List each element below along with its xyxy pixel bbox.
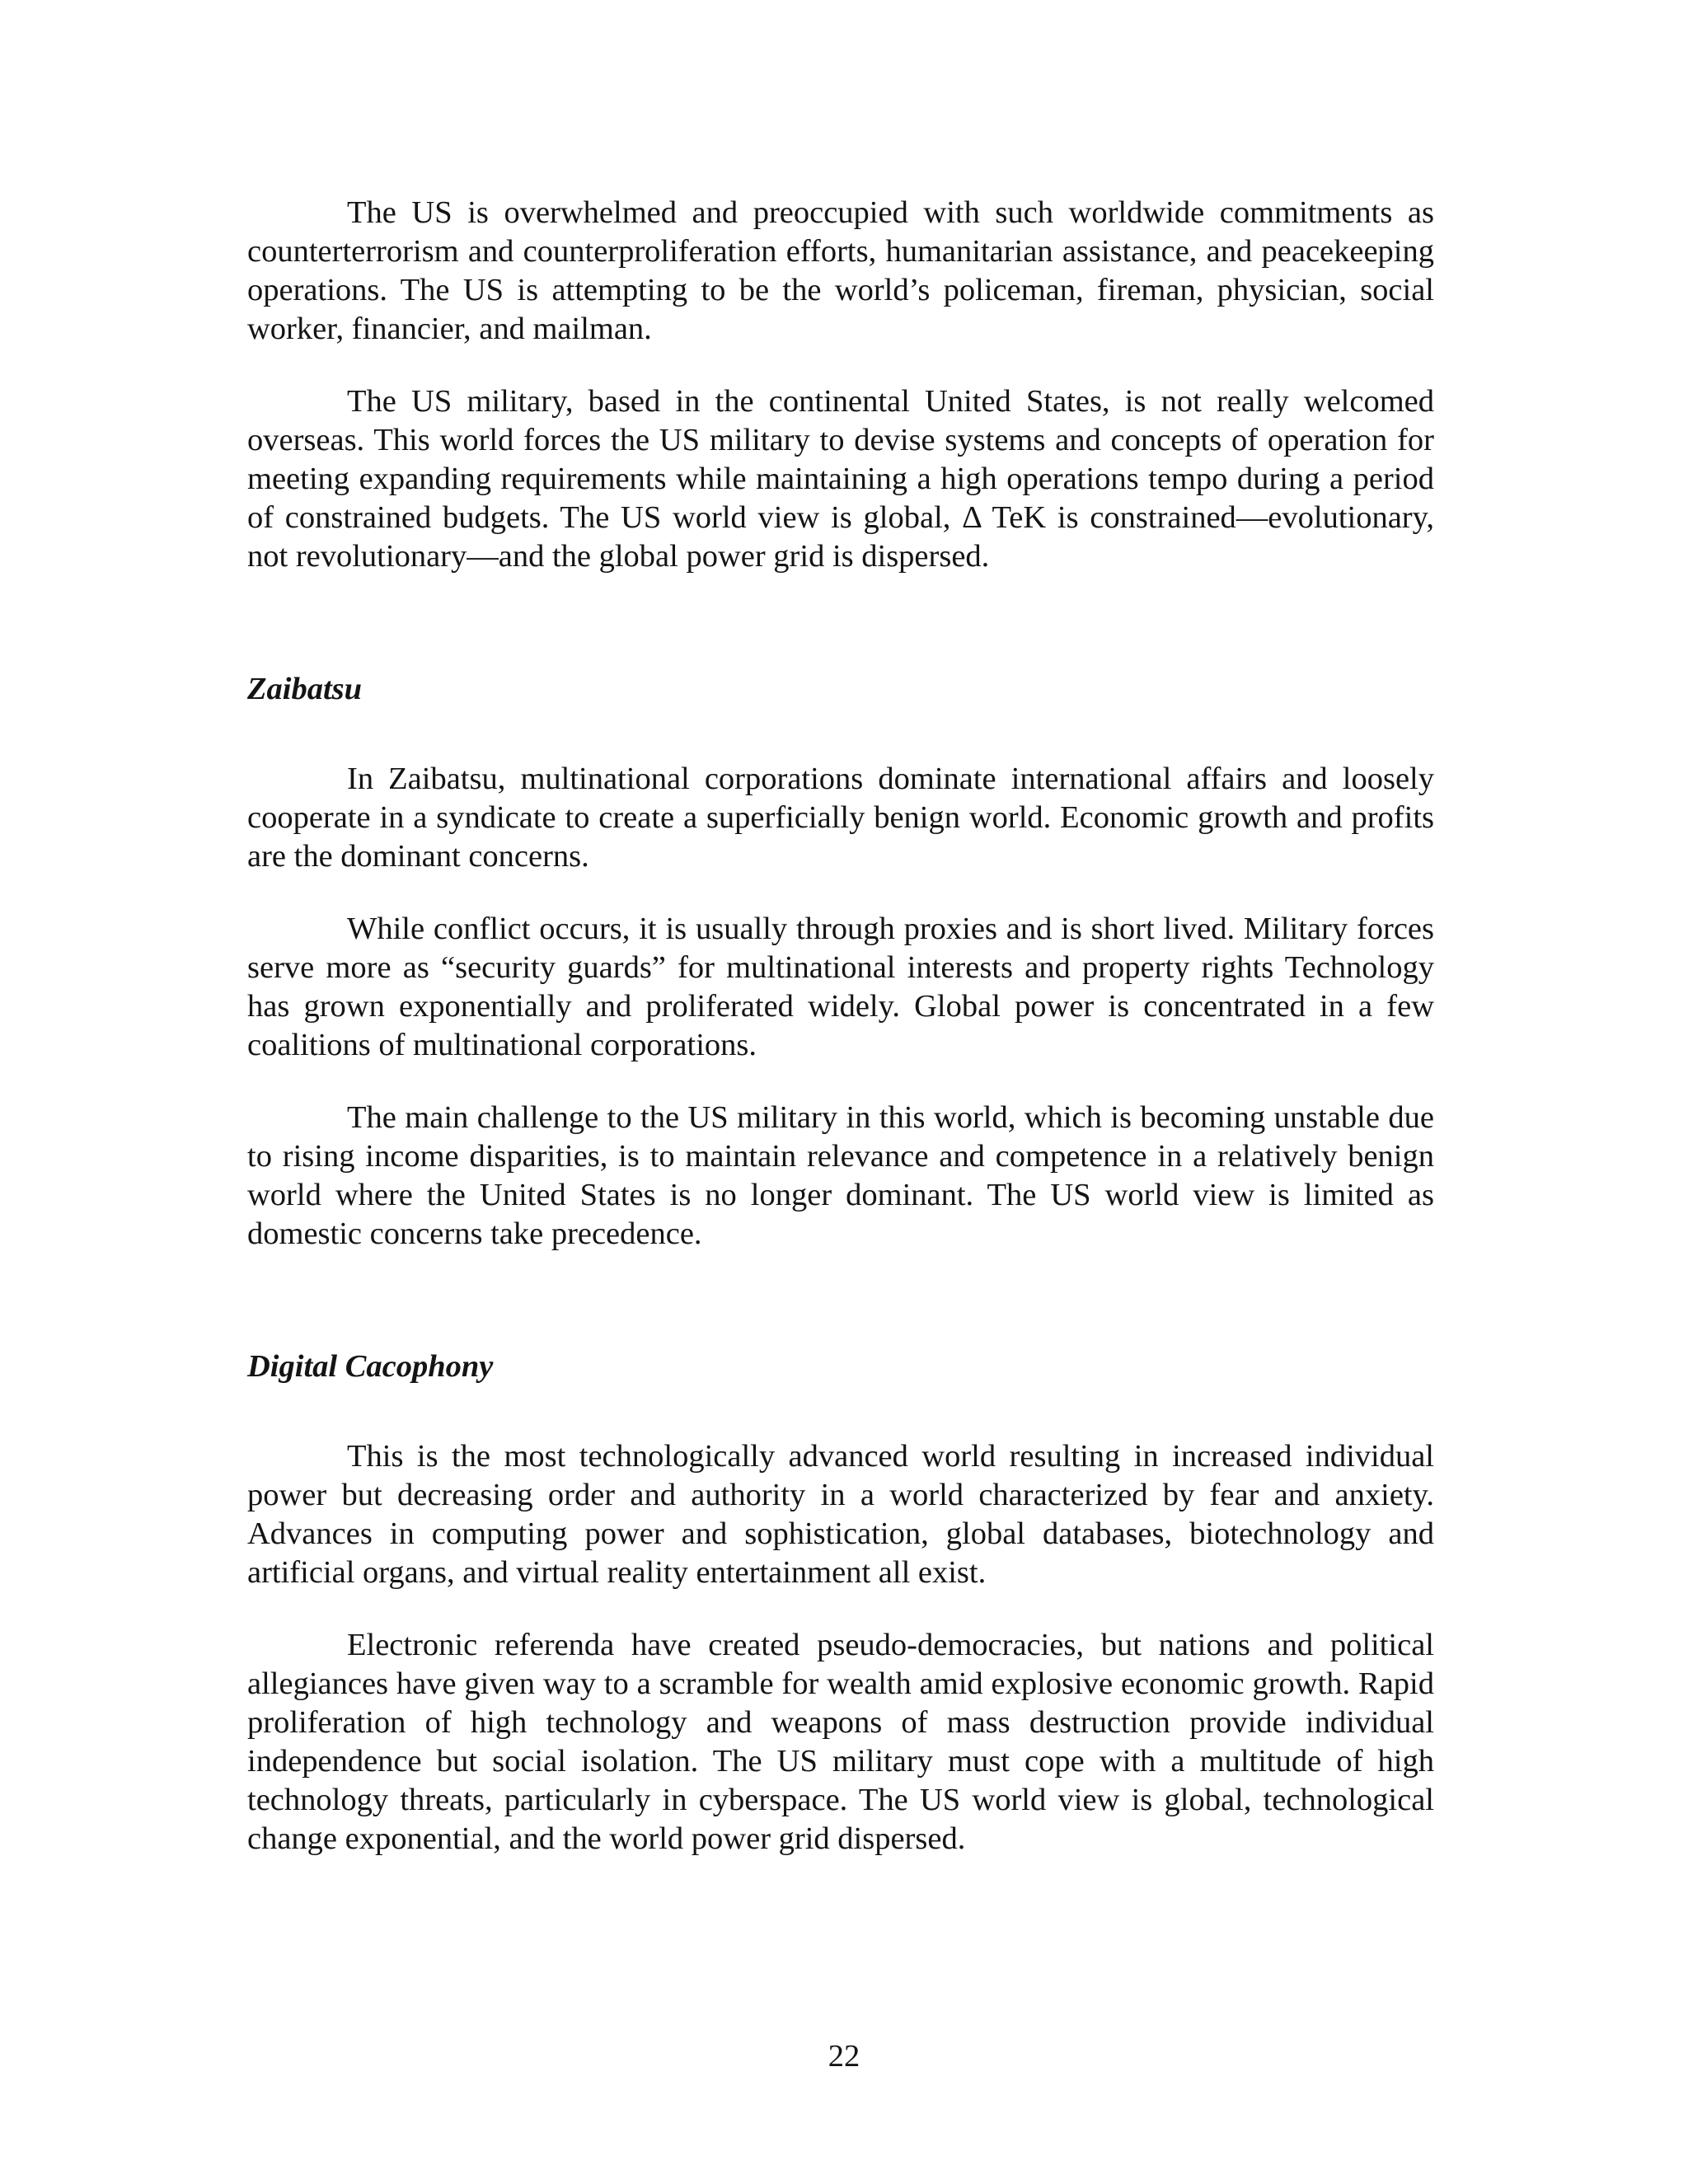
zaibatsu-paragraph-3: The main challenge to the US military in this world, which is becoming unstable due to rising income disparities, is to maintain relevance and competence in a relatively benign world where the United States is no longer dominant. The US world view is limited as domestic concerns take precedence. [247,1100,1434,1251]
digital-cacophony-paragraph-2: Electronic referenda have created pseudo-democracies, but nations and political allegiances have given way to a scramble for wealth amid explosive economic growth. Rapid proliferation of high technology and weapons of mass destruction provide individual independence but social isolation. The US military must cope with a multitude of high technology threats, particularly in cyberspace. The US world view is global, technological change exponential, and the world power grid dispersed. [247,1628,1434,1856]
zaibatsu-paragraph-2: While conflict occurs, it is usually through proxies and is short lived. Military forces serve more as “security guards” for multinational interests and property rights Technology has grown exponentially and proliferated widely. Global power is concentrated in a few coalitions of multinational corporations. [247,912,1434,1062]
zaibatsu-paragraph-1: In Zaibatsu, multinational corporations dominate international affairs and loosely cooperate in a syndicate to create a superficially benign world. Economic growth and profits are the dominant concerns. [247,762,1434,874]
intro-paragraph-1: The US is overwhelmed and preoccupied with such worldwide commitments as counterterrorism and counterproliferation efforts, humanitarian assistance, and peacekeeping operations. The US is attempting to be the world’s policeman, fireman, physician, social worker, financier, and mailman. [247,195,1434,346]
page-body [247,194,1434,1858]
zaibatsu-heading: Zaibatsu [247,672,363,706]
page-number: 22 [828,2039,860,2074]
digital-cacophony-heading: Digital Cacophony [247,1349,494,1384]
intro-paragraph-2: The US military, based in the continental United States, is not really welcomed overseas. This world forces the US military to devise systems and concepts of operation for meeting expanding requirements while maintaining a high operations tempo during a period of constrained budgets. The US world view is global, Δ TeK is constrained—evolutionary, not revolutionary—and the global power grid is dispersed. [247,384,1434,574]
digital-cacophony-paragraph-1: This is the most technologically advanced world resulting in increased individual power but decreasing order and authority in a world characterized by fear and anxiety. Advances in computing power and sophistication, global databases, biotechnology and artificial organs, and virtual reality entertainment all exist. [247,1439,1434,1590]
